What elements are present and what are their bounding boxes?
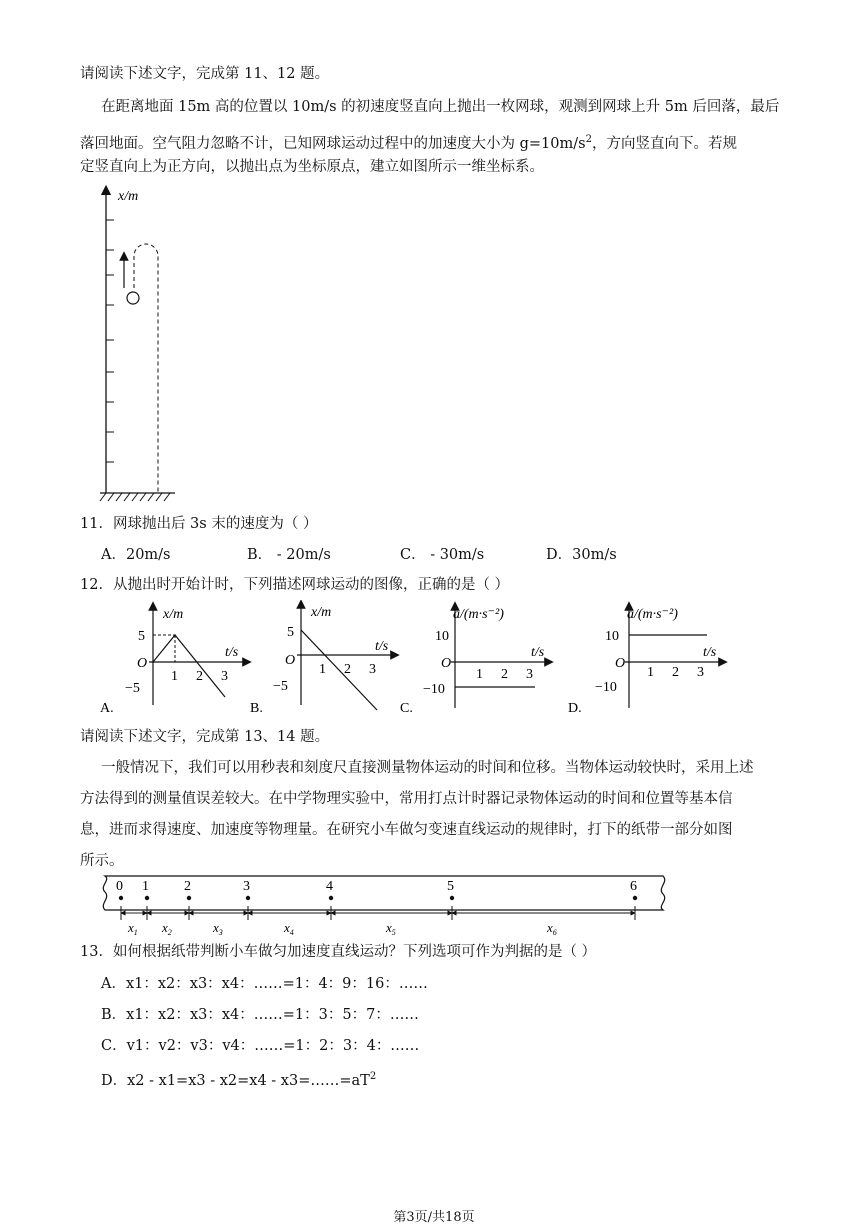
svg-text:1: 1: [476, 667, 483, 682]
svg-text:2: 2: [344, 662, 351, 677]
svg-text:2: 2: [501, 667, 508, 682]
q11-option-a[interactable]: A．20m/s: [101, 547, 171, 563]
svg-text:2: 2: [672, 665, 679, 680]
svg-text:t/s: t/s: [703, 645, 717, 660]
svg-text:2: 2: [196, 669, 203, 684]
svg-text:4: 4: [326, 879, 333, 894]
svg-text:x6: $x_6$: [547, 920, 557, 937]
svg-text:a/(m·s⁻²): a/(m·s⁻²): [627, 607, 678, 622]
svg-text:x/m: x/m: [311, 605, 332, 620]
passage2-line4: 所示。: [80, 853, 124, 869]
q13-option-b[interactable]: B．x1：x2：x3：x4：……=1：3：5：7：……: [101, 1007, 419, 1023]
intro-13-14: 请阅读下述文字，完成第 13、14 题。: [80, 729, 330, 745]
q12-graph-c[interactable]: [395, 600, 555, 720]
q12-graph-d[interactable]: [565, 600, 730, 720]
svg-text:t/s: t/s: [531, 645, 545, 660]
q13-stem: 13．如何根据纸带判断小车做匀加速度直线运动？下列选项可作为判据的是（ ）: [80, 944, 597, 960]
svg-text:1: 1: [647, 665, 654, 680]
ball-icon: [127, 292, 139, 304]
svg-text:5: 5: [287, 625, 294, 640]
svg-text:3: 3: [243, 879, 250, 894]
coordinate-figure: [90, 180, 200, 510]
q11-option-c[interactable]: C． - 30m/s: [400, 547, 485, 563]
svg-text:x3: $x_3$: [213, 920, 223, 937]
q13-option-c[interactable]: C．v1：v2：v3：v4：……=1：2：3：4：……: [101, 1038, 420, 1054]
svg-text:O: O: [441, 656, 452, 671]
intro-11-12: 请阅读下述文字，完成第 11、12 题。: [80, 66, 330, 82]
q11-option-d[interactable]: D．30m/s: [546, 547, 617, 563]
svg-text:3: 3: [221, 669, 228, 684]
passage1-line2: 落回地面。空气阻力忽略不计，已知网球运动过程中的加速度大小为 $g=10m/s^2$，方向竖直向下。若规: [80, 134, 737, 152]
svg-text:−5: −5: [273, 679, 288, 694]
svg-text:1: 1: [319, 662, 326, 677]
passage1-line3: 定竖直向上为正方向，以抛出点为坐标原点，建立如图所示一维坐标系。: [80, 159, 544, 175]
svg-text:O: O: [285, 653, 296, 668]
svg-text:t/s: t/s: [375, 639, 389, 654]
svg-text:2: 2: [184, 879, 191, 894]
svg-text:−10: −10: [595, 680, 617, 695]
svg-text:0: 0: [116, 879, 123, 894]
svg-text:x4: $x_4$: [284, 920, 294, 937]
svg-text:O: O: [615, 656, 626, 671]
svg-text:5: 5: [447, 879, 454, 894]
svg-text:6: 6: [630, 879, 637, 894]
q11-option-b[interactable]: B． - 20m/s: [247, 547, 331, 563]
q12-graph-b[interactable]: [245, 600, 405, 720]
passage2-line1: 一般情况下，我们可以用秒表和刻度尺直接测量物体运动的时间和位移。当物体运动较快时，采用上述: [101, 760, 754, 776]
svg-text:1: 1: [142, 879, 149, 894]
graph-b-letter: B.: [250, 701, 263, 716]
graph-d-letter: D.: [568, 701, 582, 716]
graph-a-line: [153, 635, 225, 697]
svg-text:a/(m·s⁻²): a/(m·s⁻²): [453, 607, 504, 622]
svg-text:3: 3: [369, 662, 376, 677]
svg-text:−5: −5: [125, 681, 140, 696]
paper-tape-figure: [95, 868, 675, 938]
svg-text:x1: $x_1$: [128, 920, 138, 937]
graph-a-letter: A.: [100, 701, 114, 716]
svg-text:10: 10: [605, 629, 619, 644]
svg-text:10: 10: [435, 629, 449, 644]
svg-text:t/s: t/s: [225, 645, 239, 660]
svg-text:x5: $x_5$: [386, 920, 396, 937]
graph-c-letter: C.: [400, 701, 413, 716]
trajectory-path: [134, 244, 158, 493]
passage2-line3: 息，进而求得速度、加速度等物理量。在研究小车做匀变速直线运动的规律时，打下的纸带一部分如图: [80, 822, 733, 838]
q11-stem: 11．网球抛出后 3s 末的速度为（ ）: [80, 516, 318, 532]
svg-text:3: 3: [697, 665, 704, 680]
q12-graph-a[interactable]: [95, 600, 255, 720]
passage1-line1: 在距离地面 15m 高的位置以 10m/s 的初速度竖直向上抛出一枚网球，观测到网球上升 5m 后回落，最后: [101, 99, 780, 115]
axis-x-label: x/m: [118, 189, 139, 204]
q13-option-a[interactable]: A．x1：x2：x3：x4：……=1：4：9：16：……: [101, 976, 428, 992]
svg-text:x2: $x_2$: [162, 920, 172, 937]
q12-stem: 12．从抛出时开始计时，下列描述网球运动的图像，正确的是（ ）: [80, 577, 510, 593]
svg-text:x/m: x/m: [163, 607, 184, 622]
q13-option-d[interactable]: D．$x2 - x1=x3 - x2=x4 - x3=\dots\dots=aT^2$: [101, 1071, 377, 1089]
svg-text:1: 1: [171, 669, 178, 684]
svg-text:3: 3: [526, 667, 533, 682]
svg-text:−10: −10: [423, 682, 445, 697]
passage2-line2: 方法得到的测量值误差较大。在中学物理实验中，常用打点计时器记录物体运动的时间和位置等基本信: [80, 791, 733, 807]
graph-b-line: [301, 630, 377, 710]
page-footer: 第3页/共18页: [393, 1210, 475, 1225]
svg-text:O: O: [137, 656, 148, 671]
svg-text:5: 5: [138, 629, 145, 644]
